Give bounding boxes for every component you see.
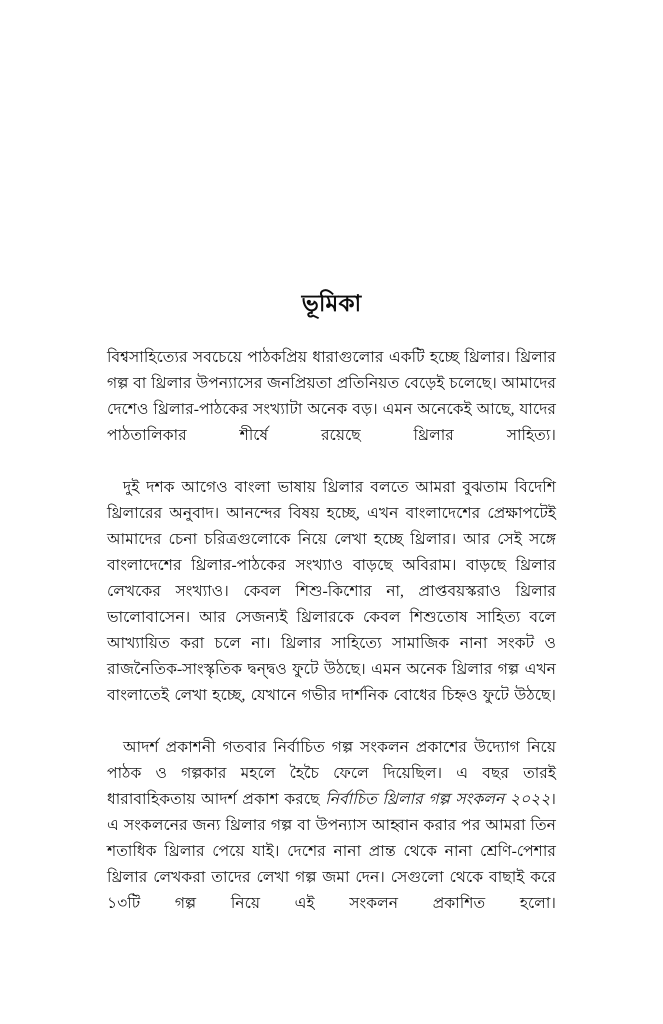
book-title-italic: নির্বাচিত থ্রিলার গল্প সংকলন ২০২২ (325, 791, 551, 809)
body-paragraph-1: বিশ্বসাহিত্যের সবচেয়ে পাঠকপ্রিয় ধারাগুলোর একটি হচ্ছে থ্রিলার। থ্রিলার গল্প বা থ্রিলার উপন্যাসের জনপ্রিয়তা প্রতিনিয়ত বেড়েই চলেছে। আমাদের দেশেও থ্রিলার-পাঠকের সংখ্যাটা অনেক বড়। এমন অনেকেই আছে, যাদের পাঠতালিকার শীর্ষে রয়েছে থ্রিলার সাহিত্য। (107, 349, 556, 445)
page-title: ভূমিকা (301, 291, 362, 316)
body-paragraph-3 (107, 735, 556, 943)
page-content-column (107, 288, 556, 943)
top-margin-spacer (0, 0, 663, 288)
paragraph-3-segment-tail: । এ সংকলনের জন্য থ্রিলার গল্প বা উপন্যাস আহ্বান করার পর আমরা তিন শতাধিক থ্রিলার পেয়ে যাই। দেশের নানা প্রান্ত থেকে নানা শ্রেণি-পেশার থ্রিলার লেখকরা তাদের লেখা গল্প জমা দেন। সেগুলো থেকে বাছাই করে ১৩টি গল্প নিয়ে এই সংকলন প্রকাশিত হলো। (107, 791, 556, 913)
paragraph-3-segment-lead: আদর্শ প্রকাশনী গতবার নির্বাচিত গল্প সংকলন প্রকাশের উদ্যোগ নিয়ে পাঠক ও গল্পকার মহলে হৈচৈ ফেলে দিয়েছিল। এ বছর তারই ধারাবাহিকতায় আদর্শ প্রকাশ করছে (107, 739, 556, 809)
body-paragraph-2: দুই দশক আগেও বাংলা ভাষায় থ্রিলার বলতে আমরা বুঝতাম বিদেশি থ্রিলারের অনুবাদ। আনন্দের বিষয় হচ্ছে, এখন বাংলাদেশের প্রেক্ষাপটেই আমাদের চেনা চরিত্রগুলোকে নিয়ে লেখা হচ্ছে থ্রিলার। আর সেই সঙ্গে বাংলাদেশের থ্রিলার-পাঠকের সংখ্যাও বাড়ছে অবিরাম। বাড়ছে থ্রিলার লেখকের সংখ্যাও। কেবল শিশু-কিশোর না, প্রাপ্তবয়স্করাও থ্রিলার ভালোবাসেন। আর সেজন্যই থ্রিলারকে কেবল শিশুতোষ সাহিত্য বলে আখ্যায়িত করা চলে না। থ্রিলার সাহিত্যে সামাজিক নানা সংকট ও রাজনৈতিক-সাংস্কৃতিক দ্বন্দ্বও ফুটে উঠছে। এমন অনেক থ্রিলার গল্প এখন বাংলাতেই লেখা হচ্ছে, যেখানে গভীর দার্শনিক বোধের চিহ্নও ফুটে উঠছে। (107, 479, 556, 705)
